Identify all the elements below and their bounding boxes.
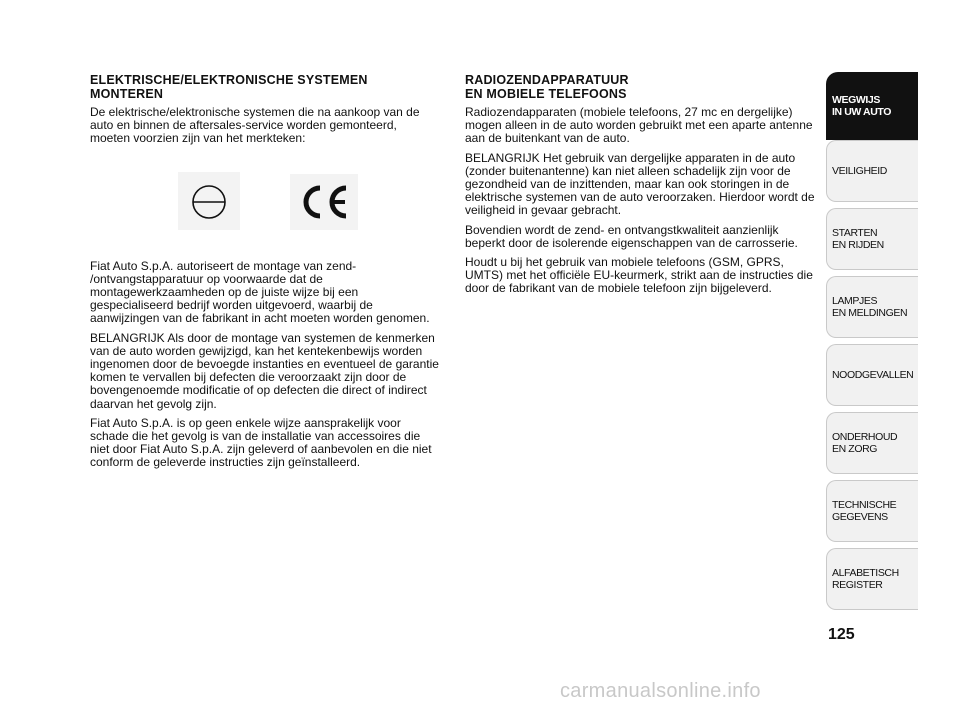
intro-paragraph: De elektrische/elektronische systemen die na aankoop van de auto en binnen de aftersales-service worden gemonteerd, moeten voorzien zijn van het merkteken: (90, 105, 420, 146)
tab-technische[interactable] (826, 480, 918, 542)
tab-starten[interactable] (826, 208, 918, 270)
tab-label: ALFABETISCH REGISTER (832, 567, 899, 591)
tab-wegwijs[interactable] (826, 72, 918, 140)
watermark: carmanualsonline.info (560, 680, 761, 702)
tab-label: WEGWIJS IN UW AUTO (832, 94, 891, 118)
tab-label: LAMPJES EN MELDINGEN (832, 295, 908, 319)
paragraph: BELANGRIJK Het gebruik van dergelijke apparaten in de auto (zonder buitenantenne) kan niet alleen schadelijk zijn voor de gezondheid van de inzittenden, maar kan ook storingen in de elektrische systemen van de auto veroorzaken. Hierdoor wordt de veiligheid in gevaar gebracht. (465, 150, 815, 218)
e-mark-icon (178, 172, 240, 230)
paragraph: Fiat Auto S.p.A. is op geen enkele wijze aansprakelijk voor schade die het gevolg is van de installatie van accessoires die niet door Fiat Auto S.p.A. zijn geleverd of aanbevolen en die niet conform de geleverde instructies zijn geïnstalleerd. (90, 415, 432, 470)
section-heading-radio (465, 74, 815, 101)
ce-mark-icon (290, 174, 358, 230)
tab-veiligheid[interactable] (826, 140, 918, 202)
tab-label: ONDERHOUD EN ZORG (832, 431, 898, 455)
chapter-tabs (826, 72, 918, 616)
paragraph: Radiozendapparaten (mobiele telefoons, 27 mc en dergelijke) mogen alleen in de auto worden gebruikt met een aparte antenne aan de buitenkant van de auto. (465, 105, 813, 146)
tab-register[interactable] (826, 548, 918, 610)
tab-label: STARTEN EN RIJDEN (832, 227, 884, 251)
tab-onderhoud[interactable] (826, 412, 918, 474)
tab-label: VEILIGHEID (832, 165, 887, 177)
heading-line: EN MOBIELE TELEFOONS (465, 86, 627, 101)
tab-label: TECHNISCHE GEGEVENS (832, 499, 897, 523)
heading-line: MONTEREN (90, 86, 164, 101)
heading-line: ELEKTRISCHE/ELEKTRONISCHE SYSTEMEN (90, 73, 368, 87)
left-column (90, 74, 440, 476)
tab-lampjes[interactable] (826, 276, 918, 338)
tab-label: NOODGEVALLEN (832, 369, 914, 381)
paragraph: Houdt u bij het gebruik van mobiele telefoons (GSM, GPRS, UMTS) met het officiële EU-keurmerk, strikt aan de instructies die door de fabrikant van de mobiele telefoon zijn bijgeleverd. (465, 255, 813, 296)
paragraph: Bovendien wordt de zend- en ontvangstkwaliteit aanzienlijk beperkt door de isolerende eigenschappen van de carrosserie. (465, 222, 798, 250)
right-column (465, 74, 815, 302)
section-heading-electrical (90, 74, 440, 101)
paragraph: BELANGRIJK Als door de montage van systemen de kenmerken van de auto worden gewijzigd, kan het kentekenbewijs worden ingenomen door de bevoegde instanties en eventueel de garantie komen te vervallen bij defecten die veroorzaakt zijn door de bovengenoemde modificatie of op defecten die direct of indirect daarvan het gevolg zijn. (90, 330, 439, 411)
page-number: 125 (828, 626, 855, 643)
heading-line: RADIOZENDAPPARATUUR (465, 73, 629, 87)
certification-marks (90, 172, 440, 234)
paragraph: Fiat Auto S.p.A. autoriseert de montage van zend- /ontvangstapparatuur op voorwaarde dat de montagewerkzaamheden op de juiste wijze bij een gespecialiseerd bedrijf worden uitgevoerd, waarbij de aanwijzingen van de fabrikant in acht moeten worden genomen. (90, 258, 430, 326)
tab-noodgevallen[interactable] (826, 344, 918, 406)
